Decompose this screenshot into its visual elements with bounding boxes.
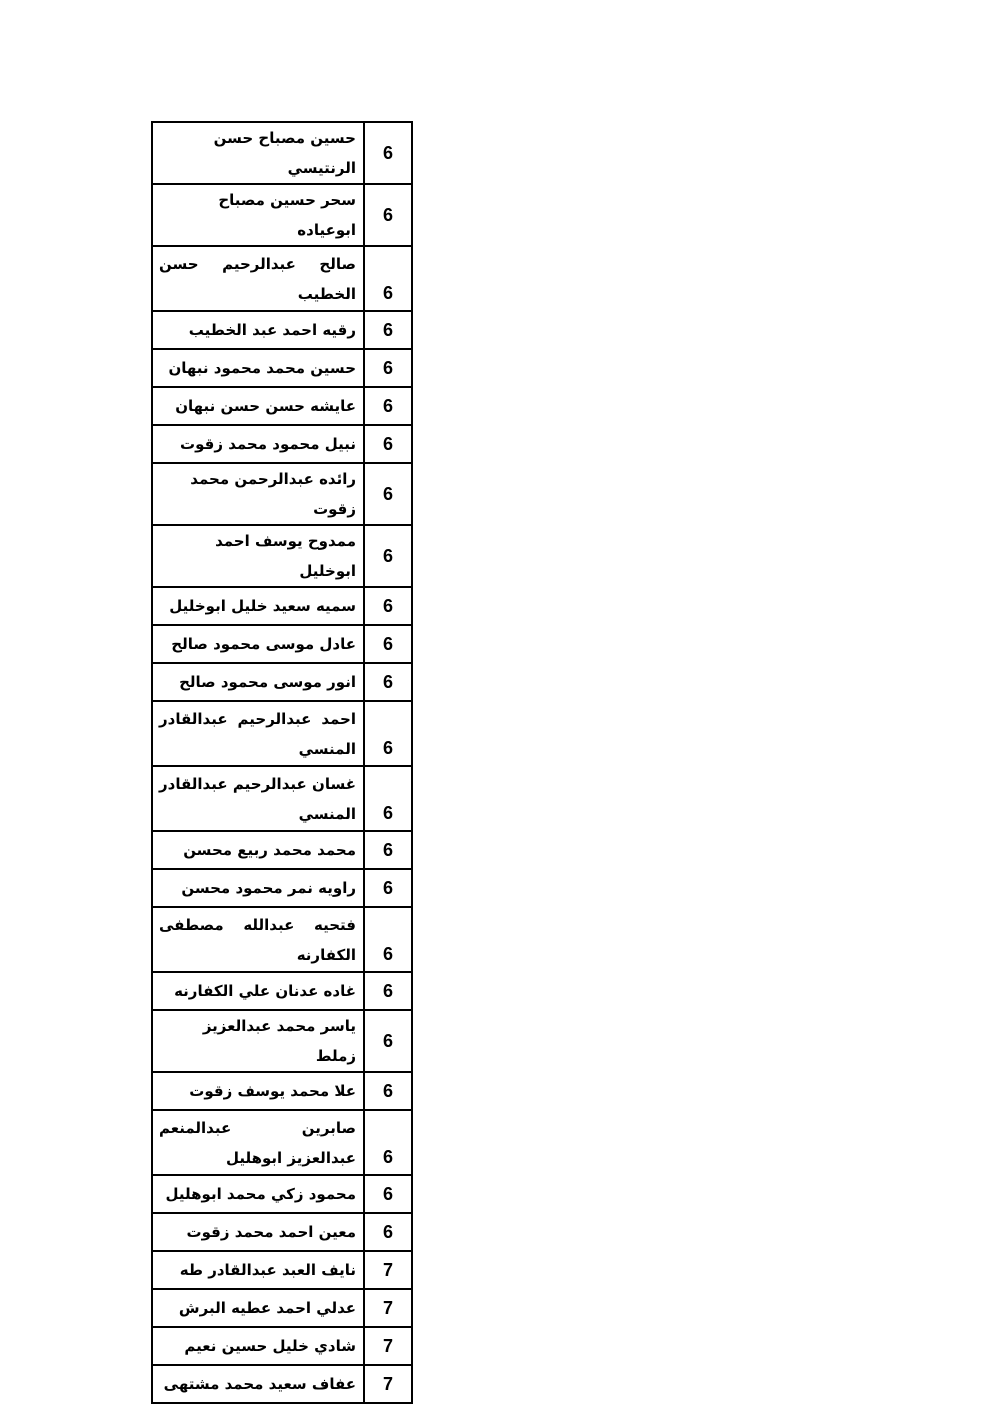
row-number: 6: [364, 625, 412, 663]
row-number: 6: [364, 766, 412, 831]
row-name: احمد عبدالرحيم عبدالقادر المنسي: [152, 701, 364, 766]
row-number: 6: [364, 1072, 412, 1110]
row-name: عايشه حسن حسن نبهان: [152, 387, 364, 425]
table-row: [152, 184, 412, 246]
row-name: عفاف سعيد محمد مشتهى: [152, 1365, 364, 1403]
table-row: [152, 907, 412, 972]
row-name: عدلي احمد عطيه البرش: [152, 1289, 364, 1327]
table-row: [152, 701, 412, 766]
row-name: رقيه احمد عبد الخطيب: [152, 311, 364, 349]
row-name: فتحيه عبدالله مصطفى الكفارنه: [152, 907, 364, 972]
table-row: [152, 869, 412, 907]
row-number: 6: [364, 387, 412, 425]
row-number: 6: [364, 425, 412, 463]
table-row: [152, 972, 412, 1010]
row-name: حسين مصباح حسن الرنتيسي: [152, 122, 364, 184]
table-row: [152, 625, 412, 663]
table-row: [152, 387, 412, 425]
row-name: محمود زكي محمد ابوهليل: [152, 1175, 364, 1213]
row-number: 6: [364, 349, 412, 387]
row-number: 6: [364, 525, 412, 587]
row-number: 6: [364, 122, 412, 184]
row-name: نايف العبد عبدالقادر طه: [152, 1251, 364, 1289]
row-number: 6: [364, 587, 412, 625]
row-name: ياسر محمد عبدالعزيز زملط: [152, 1010, 364, 1072]
table-row: [152, 122, 412, 184]
row-number: 6: [364, 311, 412, 349]
row-name: سميه سعيد خليل ابوخليل: [152, 587, 364, 625]
row-number: 6: [364, 1213, 412, 1251]
row-name: رائده عبدالرحمن محمد زقوت: [152, 463, 364, 525]
row-number: 6: [364, 184, 412, 246]
row-number: 7: [364, 1327, 412, 1365]
row-number: 6: [364, 463, 412, 525]
table-row: [152, 766, 412, 831]
table-row: [152, 1010, 412, 1072]
table-row: [152, 663, 412, 701]
row-number: 6: [364, 246, 412, 311]
row-name: انور موسى محمود صالح: [152, 663, 364, 701]
table-row: [152, 463, 412, 525]
row-number: 7: [364, 1251, 412, 1289]
row-name: نبيل محمود محمد زقوت: [152, 425, 364, 463]
row-name: ممدوح يوسف احمد ابوخليل: [152, 525, 364, 587]
row-number: 6: [364, 1010, 412, 1072]
row-name: صابرين عبدالمنعم عبدالعزيز ابوهليل: [152, 1110, 364, 1175]
table-row: [152, 587, 412, 625]
table-row: [152, 1175, 412, 1213]
row-number: 6: [364, 972, 412, 1010]
row-number: 6: [364, 869, 412, 907]
table-row: [152, 246, 412, 311]
row-name: غسان عبدالرحيم عبدالقادر المنسي: [152, 766, 364, 831]
table-row: [152, 1327, 412, 1365]
row-number: 7: [364, 1289, 412, 1327]
table-row: [152, 311, 412, 349]
row-number: 6: [364, 1110, 412, 1175]
row-name: معين احمد محمد زقوت: [152, 1213, 364, 1251]
table-row: [152, 831, 412, 869]
table-row: [152, 425, 412, 463]
row-name: عادل موسى محمود صالح: [152, 625, 364, 663]
row-name: علا محمد يوسف زقوت: [152, 1072, 364, 1110]
table-row: [152, 1072, 412, 1110]
table-row: [152, 1213, 412, 1251]
row-number: 6: [364, 663, 412, 701]
row-number: 6: [364, 701, 412, 766]
table-row: [152, 1251, 412, 1289]
row-name: راويه نمر محمود محسن: [152, 869, 364, 907]
row-number: 6: [364, 1175, 412, 1213]
row-name: سحر حسين مصباح ابوعياده: [152, 184, 364, 246]
row-number: 6: [364, 831, 412, 869]
table-row: [152, 349, 412, 387]
row-name: غاده عدنان علي الكفارنه: [152, 972, 364, 1010]
row-number: 6: [364, 907, 412, 972]
table-row: [152, 1365, 412, 1403]
row-name: شادي خليل حسين نعيم: [152, 1327, 364, 1365]
table-row: [152, 1289, 412, 1327]
table-row: [152, 1110, 412, 1175]
names-table: [151, 121, 413, 1404]
row-name: صالح عبدالرحيم حسن الخطيب: [152, 246, 364, 311]
row-number: 7: [364, 1365, 412, 1403]
row-name: حسين محمد محمود نبهان: [152, 349, 364, 387]
row-name: محمد محمد ربيع محسن: [152, 831, 364, 869]
table-row: [152, 525, 412, 587]
